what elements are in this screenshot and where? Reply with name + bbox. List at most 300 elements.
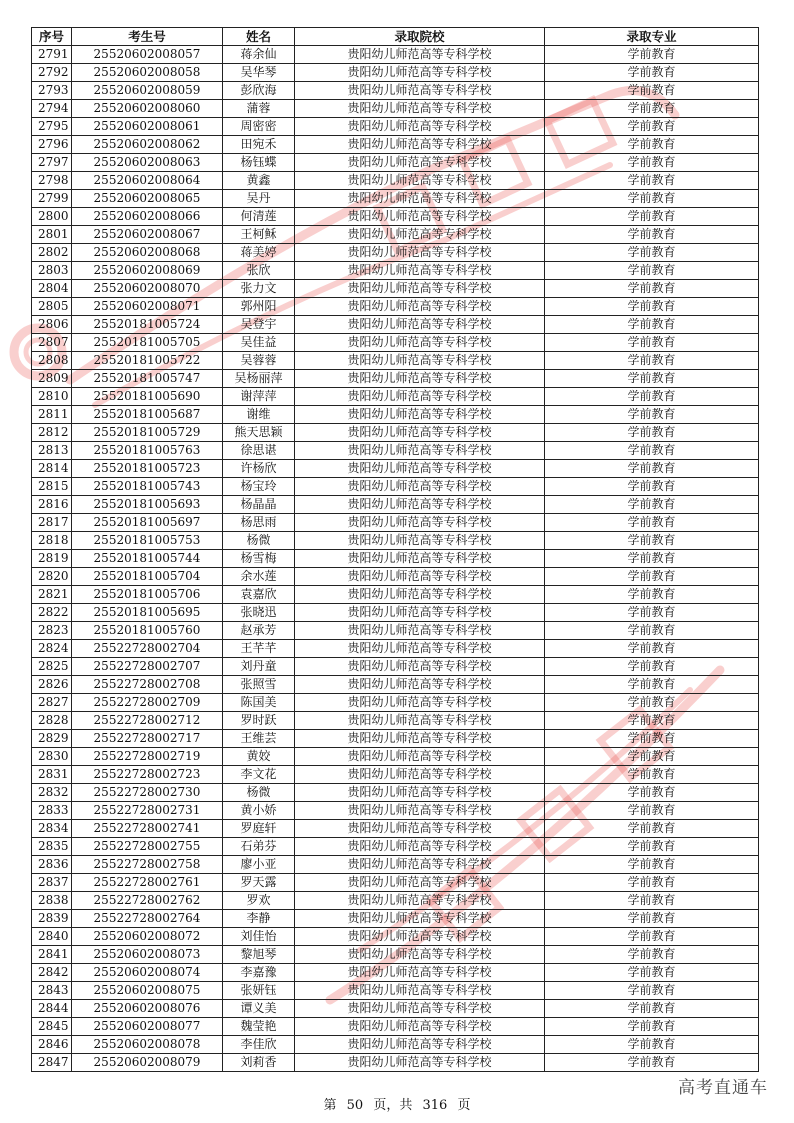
- cell-exam-id: 25522728002764: [72, 910, 223, 928]
- cell-name: 彭欣海: [223, 82, 295, 100]
- cell-exam-id: 25520602008076: [72, 1000, 223, 1018]
- cell-major: 学前教育: [545, 604, 759, 622]
- cell-major: 学前教育: [545, 370, 759, 388]
- cell-serial: 2832: [32, 784, 72, 802]
- cell-serial: 2847: [32, 1054, 72, 1072]
- cell-school: 贵阳幼儿师范高等专科学校: [295, 658, 545, 676]
- cell-exam-id: 25520181005760: [72, 622, 223, 640]
- cell-name: 许杨欣: [223, 460, 295, 478]
- table-row: [32, 604, 759, 622]
- cell-serial: 2841: [32, 946, 72, 964]
- cell-major: 学前教育: [545, 100, 759, 118]
- cell-exam-id: 25520602008064: [72, 172, 223, 190]
- cell-exam-id: 25522728002717: [72, 730, 223, 748]
- table-row: [32, 460, 759, 478]
- cell-serial: 2803: [32, 262, 72, 280]
- cell-school: 贵阳幼儿师范高等专科学校: [295, 820, 545, 838]
- cell-school: 贵阳幼儿师范高等专科学校: [295, 532, 545, 550]
- cell-exam-id: 25520602008060: [72, 100, 223, 118]
- cell-name: 张晓迅: [223, 604, 295, 622]
- cell-school: 贵阳幼儿师范高等专科学校: [295, 442, 545, 460]
- cell-school: 贵阳幼儿师范高等专科学校: [295, 676, 545, 694]
- cell-major: 学前教育: [545, 838, 759, 856]
- table-row: [32, 406, 759, 424]
- table-row: [32, 496, 759, 514]
- cell-school: 贵阳幼儿师范高等专科学校: [295, 46, 545, 64]
- cell-exam-id: 25520181005723: [72, 460, 223, 478]
- cell-school: 贵阳幼儿师范高等专科学校: [295, 550, 545, 568]
- cell-exam-id: 25520602008073: [72, 946, 223, 964]
- cell-school: 贵阳幼儿师范高等专科学校: [295, 712, 545, 730]
- cell-major: 学前教育: [545, 982, 759, 1000]
- page-suffix: 页: [457, 1098, 471, 1113]
- cell-school: 贵阳幼儿师范高等专科学校: [295, 1000, 545, 1018]
- cell-exam-id: 25520181005763: [72, 442, 223, 460]
- cell-school: 贵阳幼儿师范高等专科学校: [295, 100, 545, 118]
- cell-major: 学前教育: [545, 1036, 759, 1054]
- cell-name: 杨思雨: [223, 514, 295, 532]
- cell-name: 李文花: [223, 766, 295, 784]
- cell-major: 学前教育: [545, 928, 759, 946]
- cell-exam-id: 25520602008057: [72, 46, 223, 64]
- cell-major: 学前教育: [545, 1054, 759, 1072]
- table-row: [32, 802, 759, 820]
- cell-school: 贵阳幼儿师范高等专科学校: [295, 982, 545, 1000]
- cell-exam-id: 25520602008059: [72, 82, 223, 100]
- cell-serial: 2838: [32, 892, 72, 910]
- cell-major: 学前教育: [545, 694, 759, 712]
- cell-name: 田宛禾: [223, 136, 295, 154]
- cell-school: 贵阳幼儿师范高等专科学校: [295, 280, 545, 298]
- cell-exam-id: 25520181005706: [72, 586, 223, 604]
- cell-major: 学前教育: [545, 640, 759, 658]
- cell-name: 黄姣: [223, 748, 295, 766]
- cell-exam-id: 25520181005705: [72, 334, 223, 352]
- cell-major: 学前教育: [545, 442, 759, 460]
- cell-school: 贵阳幼儿师范高等专科学校: [295, 802, 545, 820]
- cell-serial: 2817: [32, 514, 72, 532]
- cell-school: 贵阳幼儿师范高等专科学校: [295, 604, 545, 622]
- cell-serial: 2820: [32, 568, 72, 586]
- cell-serial: 2816: [32, 496, 72, 514]
- cell-major: 学前教育: [545, 496, 759, 514]
- cell-major: 学前教育: [545, 334, 759, 352]
- table-row: [32, 1036, 759, 1054]
- cell-name: 杨钰蝶: [223, 154, 295, 172]
- cell-name: 蒋美婷: [223, 244, 295, 262]
- cell-exam-id: 25522728002741: [72, 820, 223, 838]
- cell-school: 贵阳幼儿师范高等专科学校: [295, 370, 545, 388]
- cell-major: 学前教育: [545, 172, 759, 190]
- cell-major: 学前教育: [545, 784, 759, 802]
- cell-exam-id: 25522728002709: [72, 694, 223, 712]
- cell-name: 石弟芬: [223, 838, 295, 856]
- cell-exam-id: 25520181005753: [72, 532, 223, 550]
- cell-name: 李静: [223, 910, 295, 928]
- cell-serial: 2845: [32, 1018, 72, 1036]
- cell-exam-id: 25520181005695: [72, 604, 223, 622]
- cell-exam-id: 25522728002723: [72, 766, 223, 784]
- table-row: [32, 424, 759, 442]
- cell-school: 贵阳幼儿师范高等专科学校: [295, 892, 545, 910]
- cell-school: 贵阳幼儿师范高等专科学校: [295, 406, 545, 424]
- cell-name: 李佳欣: [223, 1036, 295, 1054]
- cell-major: 学前教育: [545, 892, 759, 910]
- cell-serial: 2806: [32, 316, 72, 334]
- cell-school: 贵阳幼儿师范高等专科学校: [295, 1036, 545, 1054]
- cell-major: 学前教育: [545, 1000, 759, 1018]
- cell-school: 贵阳幼儿师范高等专科学校: [295, 1054, 545, 1072]
- header-exam-id: 考生号: [72, 28, 223, 46]
- cell-major: 学前教育: [545, 568, 759, 586]
- table-row: [32, 352, 759, 370]
- cell-name: 郭州阳: [223, 298, 295, 316]
- cell-serial: 2828: [32, 712, 72, 730]
- table-row: [32, 982, 759, 1000]
- cell-exam-id: 25520602008061: [72, 118, 223, 136]
- cell-exam-id: 25520181005729: [72, 424, 223, 442]
- cell-name: 王柯稣: [223, 226, 295, 244]
- page-number: 50: [346, 1098, 364, 1113]
- cell-major: 学前教育: [545, 676, 759, 694]
- cell-name: 刘莉香: [223, 1054, 295, 1072]
- cell-school: 贵阳幼儿师范高等专科学校: [295, 334, 545, 352]
- cell-name: 杨微: [223, 532, 295, 550]
- table-row: [32, 856, 759, 874]
- cell-exam-id: 25520602008063: [72, 154, 223, 172]
- cell-name: 何清莲: [223, 208, 295, 226]
- cell-school: 贵阳幼儿师范高等专科学校: [295, 766, 545, 784]
- table-row: [32, 514, 759, 532]
- table-row: [32, 712, 759, 730]
- cell-exam-id: 25520602008070: [72, 280, 223, 298]
- table-header-row: [32, 28, 759, 46]
- cell-exam-id: 25522728002731: [72, 802, 223, 820]
- table-row: [32, 190, 759, 208]
- cell-school: 贵阳幼儿师范高等专科学校: [295, 1018, 545, 1036]
- cell-major: 学前教育: [545, 622, 759, 640]
- cell-exam-id: 25520602008078: [72, 1036, 223, 1054]
- cell-exam-id: 25520181005687: [72, 406, 223, 424]
- cell-major: 学前教育: [545, 658, 759, 676]
- cell-major: 学前教育: [545, 586, 759, 604]
- cell-major: 学前教育: [545, 118, 759, 136]
- table-row: [32, 820, 759, 838]
- cell-serial: 2826: [32, 676, 72, 694]
- cell-name: 徐思谌: [223, 442, 295, 460]
- cell-school: 贵阳幼儿师范高等专科学校: [295, 208, 545, 226]
- cell-serial: 2802: [32, 244, 72, 262]
- cell-name: 杨宝玲: [223, 478, 295, 496]
- cell-name: 魏莹艳: [223, 1018, 295, 1036]
- cell-major: 学前教育: [545, 82, 759, 100]
- cell-exam-id: 25520181005704: [72, 568, 223, 586]
- cell-serial: 2814: [32, 460, 72, 478]
- cell-serial: 2799: [32, 190, 72, 208]
- cell-serial: 2839: [32, 910, 72, 928]
- cell-exam-id: 25520181005693: [72, 496, 223, 514]
- table-row: [32, 442, 759, 460]
- cell-exam-id: 25520602008062: [72, 136, 223, 154]
- table-row: [32, 154, 759, 172]
- admission-table: [31, 27, 759, 1072]
- cell-name: 谭义美: [223, 1000, 295, 1018]
- cell-name: 谢维: [223, 406, 295, 424]
- cell-school: 贵阳幼儿师范高等专科学校: [295, 298, 545, 316]
- cell-school: 贵阳幼儿师范高等专科学校: [295, 910, 545, 928]
- cell-exam-id: 25520602008066: [72, 208, 223, 226]
- cell-name: 杨雪梅: [223, 550, 295, 568]
- cell-school: 贵阳幼儿师范高等专科学校: [295, 424, 545, 442]
- cell-serial: 2840: [32, 928, 72, 946]
- table-row: [32, 586, 759, 604]
- cell-exam-id: 25520602008077: [72, 1018, 223, 1036]
- cell-major: 学前教育: [545, 208, 759, 226]
- cell-major: 学前教育: [545, 316, 759, 334]
- page-total: 316: [422, 1098, 448, 1113]
- table-row: [32, 388, 759, 406]
- table-row: [32, 694, 759, 712]
- cell-serial: 2807: [32, 334, 72, 352]
- cell-name: 廖小亚: [223, 856, 295, 874]
- table-row: [32, 208, 759, 226]
- cell-serial: 2818: [32, 532, 72, 550]
- table-row: [32, 1018, 759, 1036]
- cell-exam-id: 25522728002712: [72, 712, 223, 730]
- cell-school: 贵阳幼儿师范高等专科学校: [295, 964, 545, 982]
- brand-watermark-text: 高考直通车: [678, 1078, 768, 1098]
- cell-name: 周密密: [223, 118, 295, 136]
- cell-serial: 2795: [32, 118, 72, 136]
- table-row: [32, 928, 759, 946]
- cell-name: 黎旭琴: [223, 946, 295, 964]
- cell-major: 学前教育: [545, 262, 759, 280]
- cell-name: 谢萍萍: [223, 388, 295, 406]
- cell-major: 学前教育: [545, 730, 759, 748]
- cell-school: 贵阳幼儿师范高等专科学校: [295, 64, 545, 82]
- cell-name: 张照雪: [223, 676, 295, 694]
- cell-school: 贵阳幼儿师范高等专科学校: [295, 784, 545, 802]
- cell-exam-id: 25520602008067: [72, 226, 223, 244]
- cell-serial: 2842: [32, 964, 72, 982]
- table-row: [32, 874, 759, 892]
- cell-major: 学前教育: [545, 226, 759, 244]
- table-row: [32, 46, 759, 64]
- cell-exam-id: 25520602008058: [72, 64, 223, 82]
- cell-name: 黄小娇: [223, 802, 295, 820]
- cell-exam-id: 25520181005744: [72, 550, 223, 568]
- page-mid: 页，共: [373, 1098, 413, 1113]
- cell-major: 学前教育: [545, 154, 759, 172]
- cell-school: 贵阳幼儿师范高等专科学校: [295, 82, 545, 100]
- cell-serial: 2846: [32, 1036, 72, 1054]
- cell-name: 蒋余仙: [223, 46, 295, 64]
- cell-major: 学前教育: [545, 424, 759, 442]
- cell-serial: 2809: [32, 370, 72, 388]
- cell-major: 学前教育: [545, 766, 759, 784]
- cell-school: 贵阳幼儿师范高等专科学校: [295, 730, 545, 748]
- cell-major: 学前教育: [545, 190, 759, 208]
- cell-serial: 2808: [32, 352, 72, 370]
- cell-major: 学前教育: [545, 550, 759, 568]
- cell-exam-id: 25520181005724: [72, 316, 223, 334]
- cell-school: 贵阳幼儿师范高等专科学校: [295, 478, 545, 496]
- cell-school: 贵阳幼儿师范高等专科学校: [295, 136, 545, 154]
- cell-major: 学前教育: [545, 460, 759, 478]
- cell-exam-id: 25522728002758: [72, 856, 223, 874]
- table-row: [32, 730, 759, 748]
- cell-school: 贵阳幼儿师范高等专科学校: [295, 838, 545, 856]
- table-row: [32, 964, 759, 982]
- cell-serial: 2812: [32, 424, 72, 442]
- cell-exam-id: 25520602008065: [72, 190, 223, 208]
- cell-exam-id: 25522728002708: [72, 676, 223, 694]
- cell-exam-id: 25520602008072: [72, 928, 223, 946]
- cell-serial: 2830: [32, 748, 72, 766]
- table-row: [32, 892, 759, 910]
- cell-name: 刘佳怡: [223, 928, 295, 946]
- cell-exam-id: 25520602008071: [72, 298, 223, 316]
- cell-school: 贵阳幼儿师范高等专科学校: [295, 946, 545, 964]
- table-row: [32, 622, 759, 640]
- table-row: [32, 478, 759, 496]
- cell-exam-id: 25520602008079: [72, 1054, 223, 1072]
- cell-school: 贵阳幼儿师范高等专科学校: [295, 118, 545, 136]
- cell-major: 学前教育: [545, 406, 759, 424]
- table-row: [32, 316, 759, 334]
- cell-exam-id: 25520602008068: [72, 244, 223, 262]
- table-row: [32, 838, 759, 856]
- cell-serial: 2794: [32, 100, 72, 118]
- cell-major: 学前教育: [545, 280, 759, 298]
- cell-school: 贵阳幼儿师范高等专科学校: [295, 244, 545, 262]
- cell-serial: 2804: [32, 280, 72, 298]
- cell-serial: 2822: [32, 604, 72, 622]
- cell-serial: 2810: [32, 388, 72, 406]
- cell-serial: 2824: [32, 640, 72, 658]
- cell-major: 学前教育: [545, 298, 759, 316]
- cell-name: 袁嘉欣: [223, 586, 295, 604]
- cell-name: 吴蓉蓉: [223, 352, 295, 370]
- cell-name: 吴登宇: [223, 316, 295, 334]
- cell-serial: 2811: [32, 406, 72, 424]
- cell-major: 学前教育: [545, 244, 759, 262]
- table-row: [32, 262, 759, 280]
- cell-exam-id: 25520181005697: [72, 514, 223, 532]
- cell-serial: 2805: [32, 298, 72, 316]
- table-row: [32, 334, 759, 352]
- cell-school: 贵阳幼儿师范高等专科学校: [295, 694, 545, 712]
- cell-exam-id: 25522728002762: [72, 892, 223, 910]
- cell-major: 学前教育: [545, 874, 759, 892]
- cell-school: 贵阳幼儿师范高等专科学校: [295, 226, 545, 244]
- cell-major: 学前教育: [545, 946, 759, 964]
- cell-serial: 2836: [32, 856, 72, 874]
- cell-serial: 2823: [32, 622, 72, 640]
- cell-serial: 2819: [32, 550, 72, 568]
- table-row: [32, 748, 759, 766]
- cell-serial: 2801: [32, 226, 72, 244]
- cell-school: 贵阳幼儿师范高等专科学校: [295, 172, 545, 190]
- cell-name: 吴杨丽萍: [223, 370, 295, 388]
- cell-major: 学前教育: [545, 46, 759, 64]
- cell-exam-id: 25520602008069: [72, 262, 223, 280]
- cell-major: 学前教育: [545, 64, 759, 82]
- cell-serial: 2831: [32, 766, 72, 784]
- cell-exam-id: 25522728002730: [72, 784, 223, 802]
- cell-serial: 2825: [32, 658, 72, 676]
- cell-name: 王芊芊: [223, 640, 295, 658]
- table-row: [32, 568, 759, 586]
- table-row: [32, 910, 759, 928]
- cell-school: 贵阳幼儿师范高等专科学校: [295, 586, 545, 604]
- header-serial: 序号: [32, 28, 72, 46]
- cell-school: 贵阳幼儿师范高等专科学校: [295, 352, 545, 370]
- table-row: [32, 766, 759, 784]
- cell-major: 学前教育: [545, 964, 759, 982]
- cell-name: 吴佳益: [223, 334, 295, 352]
- cell-exam-id: 25520181005747: [72, 370, 223, 388]
- cell-exam-id: 25520181005690: [72, 388, 223, 406]
- table-row: [32, 658, 759, 676]
- page-footer: [0, 1094, 794, 1113]
- cell-name: 吴丹: [223, 190, 295, 208]
- cell-serial: 2837: [32, 874, 72, 892]
- table-row: [32, 172, 759, 190]
- cell-major: 学前教育: [545, 388, 759, 406]
- header-major: 录取专业: [545, 28, 759, 46]
- table-body: [32, 46, 759, 1072]
- cell-major: 学前教育: [545, 136, 759, 154]
- table-row: [32, 226, 759, 244]
- cell-school: 贵阳幼儿师范高等专科学校: [295, 622, 545, 640]
- cell-serial: 2834: [32, 820, 72, 838]
- cell-name: 王维芸: [223, 730, 295, 748]
- cell-exam-id: 25520181005743: [72, 478, 223, 496]
- cell-name: 熊天思颖: [223, 424, 295, 442]
- cell-exam-id: 25520602008075: [72, 982, 223, 1000]
- cell-major: 学前教育: [545, 352, 759, 370]
- table-row: [32, 640, 759, 658]
- cell-school: 贵阳幼儿师范高等专科学校: [295, 460, 545, 478]
- cell-serial: 2813: [32, 442, 72, 460]
- table-row: [32, 118, 759, 136]
- cell-name: 赵承芳: [223, 622, 295, 640]
- cell-name: 刘丹童: [223, 658, 295, 676]
- page-prefix: 第: [323, 1098, 337, 1113]
- table-row: [32, 946, 759, 964]
- cell-exam-id: 25520181005722: [72, 352, 223, 370]
- table-row: [32, 550, 759, 568]
- table-row: [32, 64, 759, 82]
- cell-major: 学前教育: [545, 802, 759, 820]
- cell-major: 学前教育: [545, 856, 759, 874]
- cell-major: 学前教育: [545, 514, 759, 532]
- cell-name: 张欣: [223, 262, 295, 280]
- cell-name: 余水莲: [223, 568, 295, 586]
- cell-serial: 2798: [32, 172, 72, 190]
- cell-name: 张力文: [223, 280, 295, 298]
- cell-name: 陈国美: [223, 694, 295, 712]
- table-row: [32, 1000, 759, 1018]
- cell-serial: 2796: [32, 136, 72, 154]
- cell-name: 罗庭轩: [223, 820, 295, 838]
- cell-exam-id: 25520602008074: [72, 964, 223, 982]
- cell-serial: 2843: [32, 982, 72, 1000]
- header-school: 录取院校: [295, 28, 545, 46]
- table-row: [32, 676, 759, 694]
- cell-exam-id: 25522728002707: [72, 658, 223, 676]
